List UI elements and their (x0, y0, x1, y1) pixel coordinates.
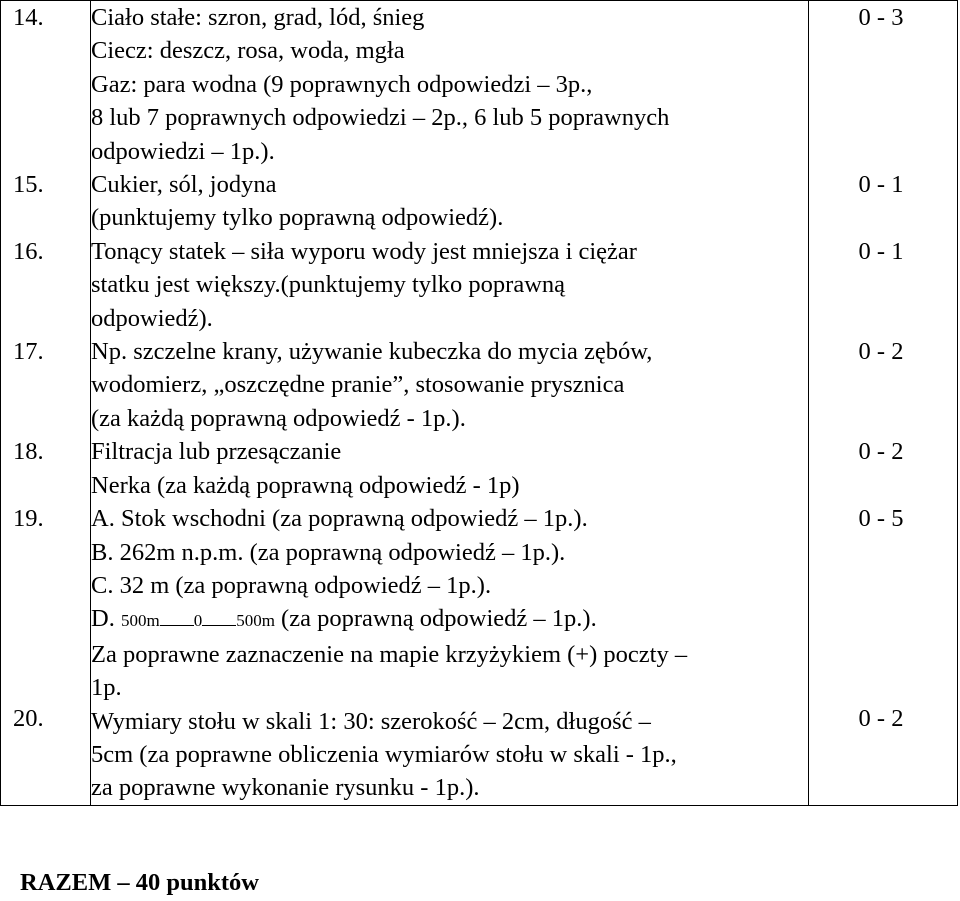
answer-line: (za każdą poprawną odpowiedź - 1p.). (91, 404, 466, 432)
points-value: 0 - 2 (858, 438, 904, 466)
answer-text-block (91, 502, 808, 704)
points-value: 0 - 1 (858, 171, 904, 198)
question-number: 14. (13, 4, 44, 31)
answer-line: statku jest większy.(punktujemy tylko poprawną (91, 271, 566, 299)
question-number: 20. (13, 705, 44, 733)
answer-line: 1p. (91, 674, 122, 702)
answer-line: odpowiedź). (91, 304, 213, 332)
question-number: 15. (13, 171, 44, 198)
scale-bar-segment (202, 605, 236, 626)
answer-line: za poprawne wykonanie rysunku - 1p.). (91, 774, 480, 802)
points-cell (809, 1, 958, 806)
answer-line: 5cm (za poprawne obliczenia wymiarów stołu w skali - 1p., (91, 740, 677, 768)
answer-line: Filtracja lub przesączanie (91, 438, 342, 466)
answer-line: Nerka (za każdą poprawną odpowiedź - 1p) (91, 471, 520, 499)
scale-label: 500m (120, 611, 160, 631)
answer-line: (punktujemy tylko poprawną odpowiedź). (91, 204, 504, 232)
answer-line: odpowiedzi – 1p.). (91, 137, 275, 165)
answer-line: Gaz: para wodna (9 poprawnych odpowiedzi – 3p., (91, 70, 593, 98)
answer-text-block (91, 705, 808, 805)
answer-line: wodomierz, „oszczędne pranie”, stosowanie prysznica (91, 371, 625, 399)
answer-text-block (91, 1, 808, 168)
answer-line: Za poprawne zaznaczenie na mapie krzyżykiem (+) poczty – (91, 640, 688, 668)
answer-line: B. 262m n.p.m. (za poprawną odpowiedź – 1p.). (91, 538, 566, 566)
question-number: 17. (13, 337, 44, 365)
answer-key-row (1, 1, 958, 806)
points-value: 0 - 2 (858, 705, 904, 733)
points-value: 0 - 2 (858, 337, 904, 365)
answer-line: Ciecz: deszcz, rosa, woda, mgła (91, 37, 405, 65)
scale-label: 0 (193, 611, 203, 631)
question-number: 18. (13, 438, 44, 466)
points-value: 0 - 3 (858, 4, 904, 31)
answer-text-block (91, 168, 808, 235)
answers-cell (91, 1, 809, 806)
answer-line: Ciało stałe: szron, grad, lód, śnieg (91, 4, 425, 31)
answer-line: C. 32 m (za poprawną odpowiedź – 1p.). (91, 571, 492, 599)
answer-line: Cukier, sól, jodyna (91, 171, 277, 199)
total-points: RAZEM – 40 punktów (20, 869, 259, 896)
answer-line: Wymiary stołu w skali 1: 30: szerokość – 2cm, długość – (91, 707, 651, 735)
points-value: 0 - 5 (858, 504, 904, 532)
answer-text-block (91, 435, 808, 502)
answer-line: 8 lub 7 poprawnych odpowiedzi – 2p., 6 lub 5 poprawnych (91, 104, 670, 132)
answer-line: Np. szczelne krany, używanie kubeczka do mycia zębów, (91, 338, 653, 366)
question-number: 19. (13, 504, 44, 532)
scale-bar-segment (160, 605, 194, 626)
question-numbers-cell (1, 1, 91, 806)
scale-bar-line (91, 602, 808, 637)
question-number: 16. (13, 237, 44, 265)
answer-text-block (91, 235, 808, 335)
points-value: 0 - 1 (858, 237, 904, 265)
answer-text-block (91, 335, 808, 435)
answer-line: A. Stok wschodni (za poprawną odpowiedź – 1p.). (91, 505, 588, 533)
scale-label: 500m (236, 611, 275, 631)
answer-line: Tonący statek – siła wyporu wody jest mniejsza i ciężar (91, 237, 637, 265)
answer-letter: D. (91, 605, 121, 633)
answer-text: (za poprawną odpowiedź – 1p.). (274, 605, 597, 633)
